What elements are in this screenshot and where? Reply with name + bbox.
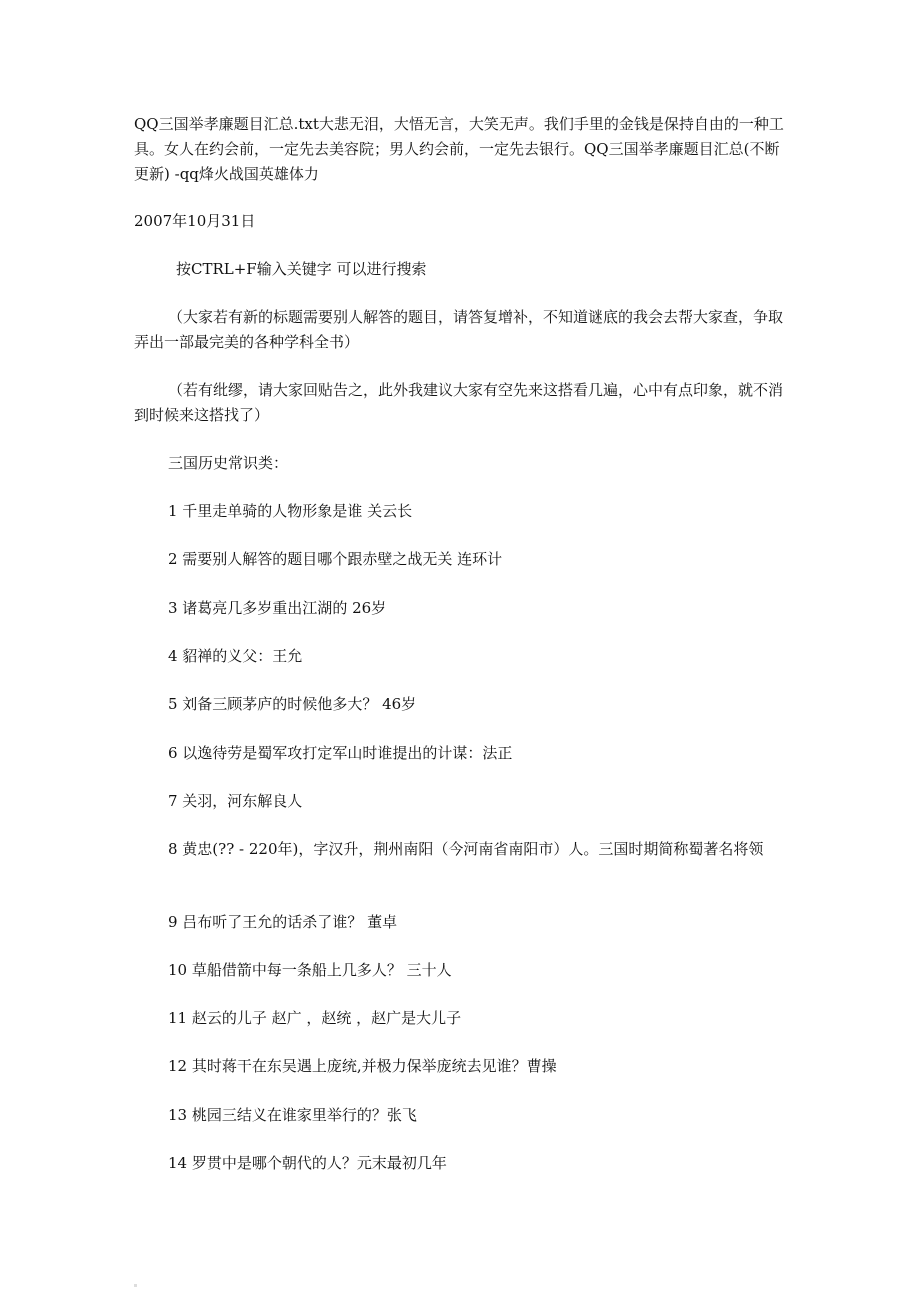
list-item: 14 罗贯中是哪个朝代的人？元末最初几年 bbox=[168, 1154, 447, 1172]
list-item: 7 关羽，河东解良人 bbox=[168, 792, 303, 810]
category-heading: 三国历史常识类： bbox=[168, 454, 289, 472]
note-paragraph-2: （若有纰缪，请大家回贴告之，此外我建议大家有空先来这搭看几遍，心中有点印象，就不消到时候来这搭找了） bbox=[134, 381, 784, 424]
list-item: 13 桃园三结义在谁家里举行的？张飞 bbox=[168, 1106, 417, 1124]
list-item: 5 刘备三顾茅庐的时候他多大？ 46岁 bbox=[168, 695, 417, 713]
list-item: 6 以逸待劳是蜀军攻打定军山时谁提出的计谋：法正 bbox=[168, 744, 513, 762]
date-line: 2007年10月31日 bbox=[134, 212, 256, 230]
intro-paragraph: QQ三国举孝廉题目汇总.txt大悲无泪，大悟无言，大笑无声。我们手里的金钱是保持自由的一种工具。女人在约会前，一定先去美容院；男人约会前，一定先去银行。QQ三国举孝廉题目汇总(不断更新) -qq烽火战国英雄体力 bbox=[134, 115, 784, 183]
list-item: 10 草船借箭中每一条船上几多人？ 三十人 bbox=[168, 961, 452, 979]
list-item: 11 赵云的儿子 赵广 ，赵统 ，赵广是大儿子 bbox=[168, 1009, 462, 1027]
list-item: 2 需要别人解答的题目哪个跟赤壁之战无关 连环计 bbox=[168, 550, 503, 568]
list-item: 4 貂禅的义父：王允 bbox=[168, 647, 303, 665]
list-item: 12 其时蒋干在东吴遇上庞统,并极力保举庞统去见谁？曹操 bbox=[168, 1057, 557, 1075]
page-marker bbox=[134, 1284, 137, 1287]
note-paragraph-1: （大家若有新的标题需要别人解答的题目，请答复增补，不知道谜底的我会去帮大家查，争取弄出一部最完美的各种学科全书） bbox=[134, 308, 784, 351]
list-item: 9 吕布听了王允的话杀了谁？ 董卓 bbox=[168, 913, 398, 931]
search-tip: 按CTRL+F输入关键字 可以进行搜索 bbox=[176, 260, 427, 278]
list-item: 8 黄忠(?? - 220年)，字汉升，荆州南阳（今河南省南阳市）人。三国时期简称蜀著名将领 bbox=[168, 840, 764, 858]
list-item: 1 千里走单骑的人物形象是谁 关云长 bbox=[168, 502, 413, 520]
list-item: 3 诸葛亮几多岁重出江湖的 26岁 bbox=[168, 599, 387, 617]
